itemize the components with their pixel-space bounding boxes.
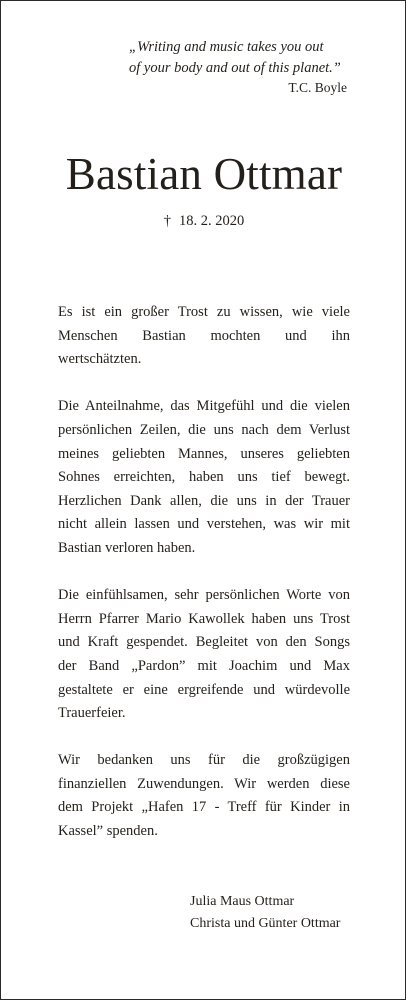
paragraph-line: persönlichen Zeilen, die uns nach dem Verlust <box>58 421 350 438</box>
paragraph-line: Die Anteilnahme, das Mitgefühl und die vielen <box>58 398 350 415</box>
death-date: 18. 2. 2020 <box>179 213 245 229</box>
paragraph-line: Es ist ein großer Trost zu wissen, wie viele <box>58 304 350 320</box>
signature-2: Christa und Günter Ottmar <box>190 916 341 931</box>
deceased-name: Bastian Ottmar <box>65 149 343 199</box>
message-paragraph <box>58 584 350 726</box>
paragraph-line: Sohnes erreichten, haben uns tief bewegt. <box>58 469 350 486</box>
quote-line-1: „Writing and music takes you out <box>129 39 324 55</box>
paragraph-line: der Band „Pardon” mit Joachim und Max <box>58 657 350 674</box>
death-date-line <box>1 211 406 231</box>
epigraph-quote <box>129 37 369 98</box>
paragraph-line: Kassel” spenden. <box>58 823 158 840</box>
cross-icon: † <box>163 213 171 229</box>
message-body <box>58 301 350 867</box>
paragraph-line: dem Projekt „Hafen 17 - Treff für Kinder in <box>58 799 350 816</box>
paragraph-line: Herzlichen Dank allen, die uns in der Trauer <box>58 492 350 509</box>
signature-1: Julia Maus Ottmar <box>190 894 295 909</box>
paragraph-line: wertschätzten. <box>58 351 142 368</box>
paragraph-line: Die einfühlsamen, sehr persönlichen Worte von <box>58 587 350 604</box>
paragraph-line: Bastian verloren haben. <box>58 539 196 556</box>
paragraph-line: Menschen Bastian mochten und ihn <box>58 327 350 344</box>
paragraph-line: meines geliebten Mannes, unseres geliebten <box>58 445 350 462</box>
quote-line-2: of your body and out of this planet.” <box>129 60 341 76</box>
paragraph-line: nicht allein lassen und verstehen, was wir mit <box>58 516 350 533</box>
message-paragraph <box>58 301 350 372</box>
message-paragraph <box>58 395 350 560</box>
paragraph-line: Wir bedanken uns für die großzügigen <box>58 752 350 769</box>
message-paragraph <box>58 749 350 843</box>
signatures <box>190 891 380 935</box>
paragraph-line: Herrn Pfarrer Mario Kawollek haben uns Trost <box>58 610 350 627</box>
paragraph-line: finanziellen Zuwendungen. Wir werden diese <box>58 775 350 792</box>
paragraph-line: Trauerfeier. <box>58 705 126 722</box>
paragraph-line: gestaltete er eine ergreifende und würdevolle <box>58 681 350 698</box>
paragraph-line: und Kraft gespendet. Begleitet von den Songs <box>58 634 350 651</box>
quote-author: T.C. Boyle <box>288 80 347 95</box>
